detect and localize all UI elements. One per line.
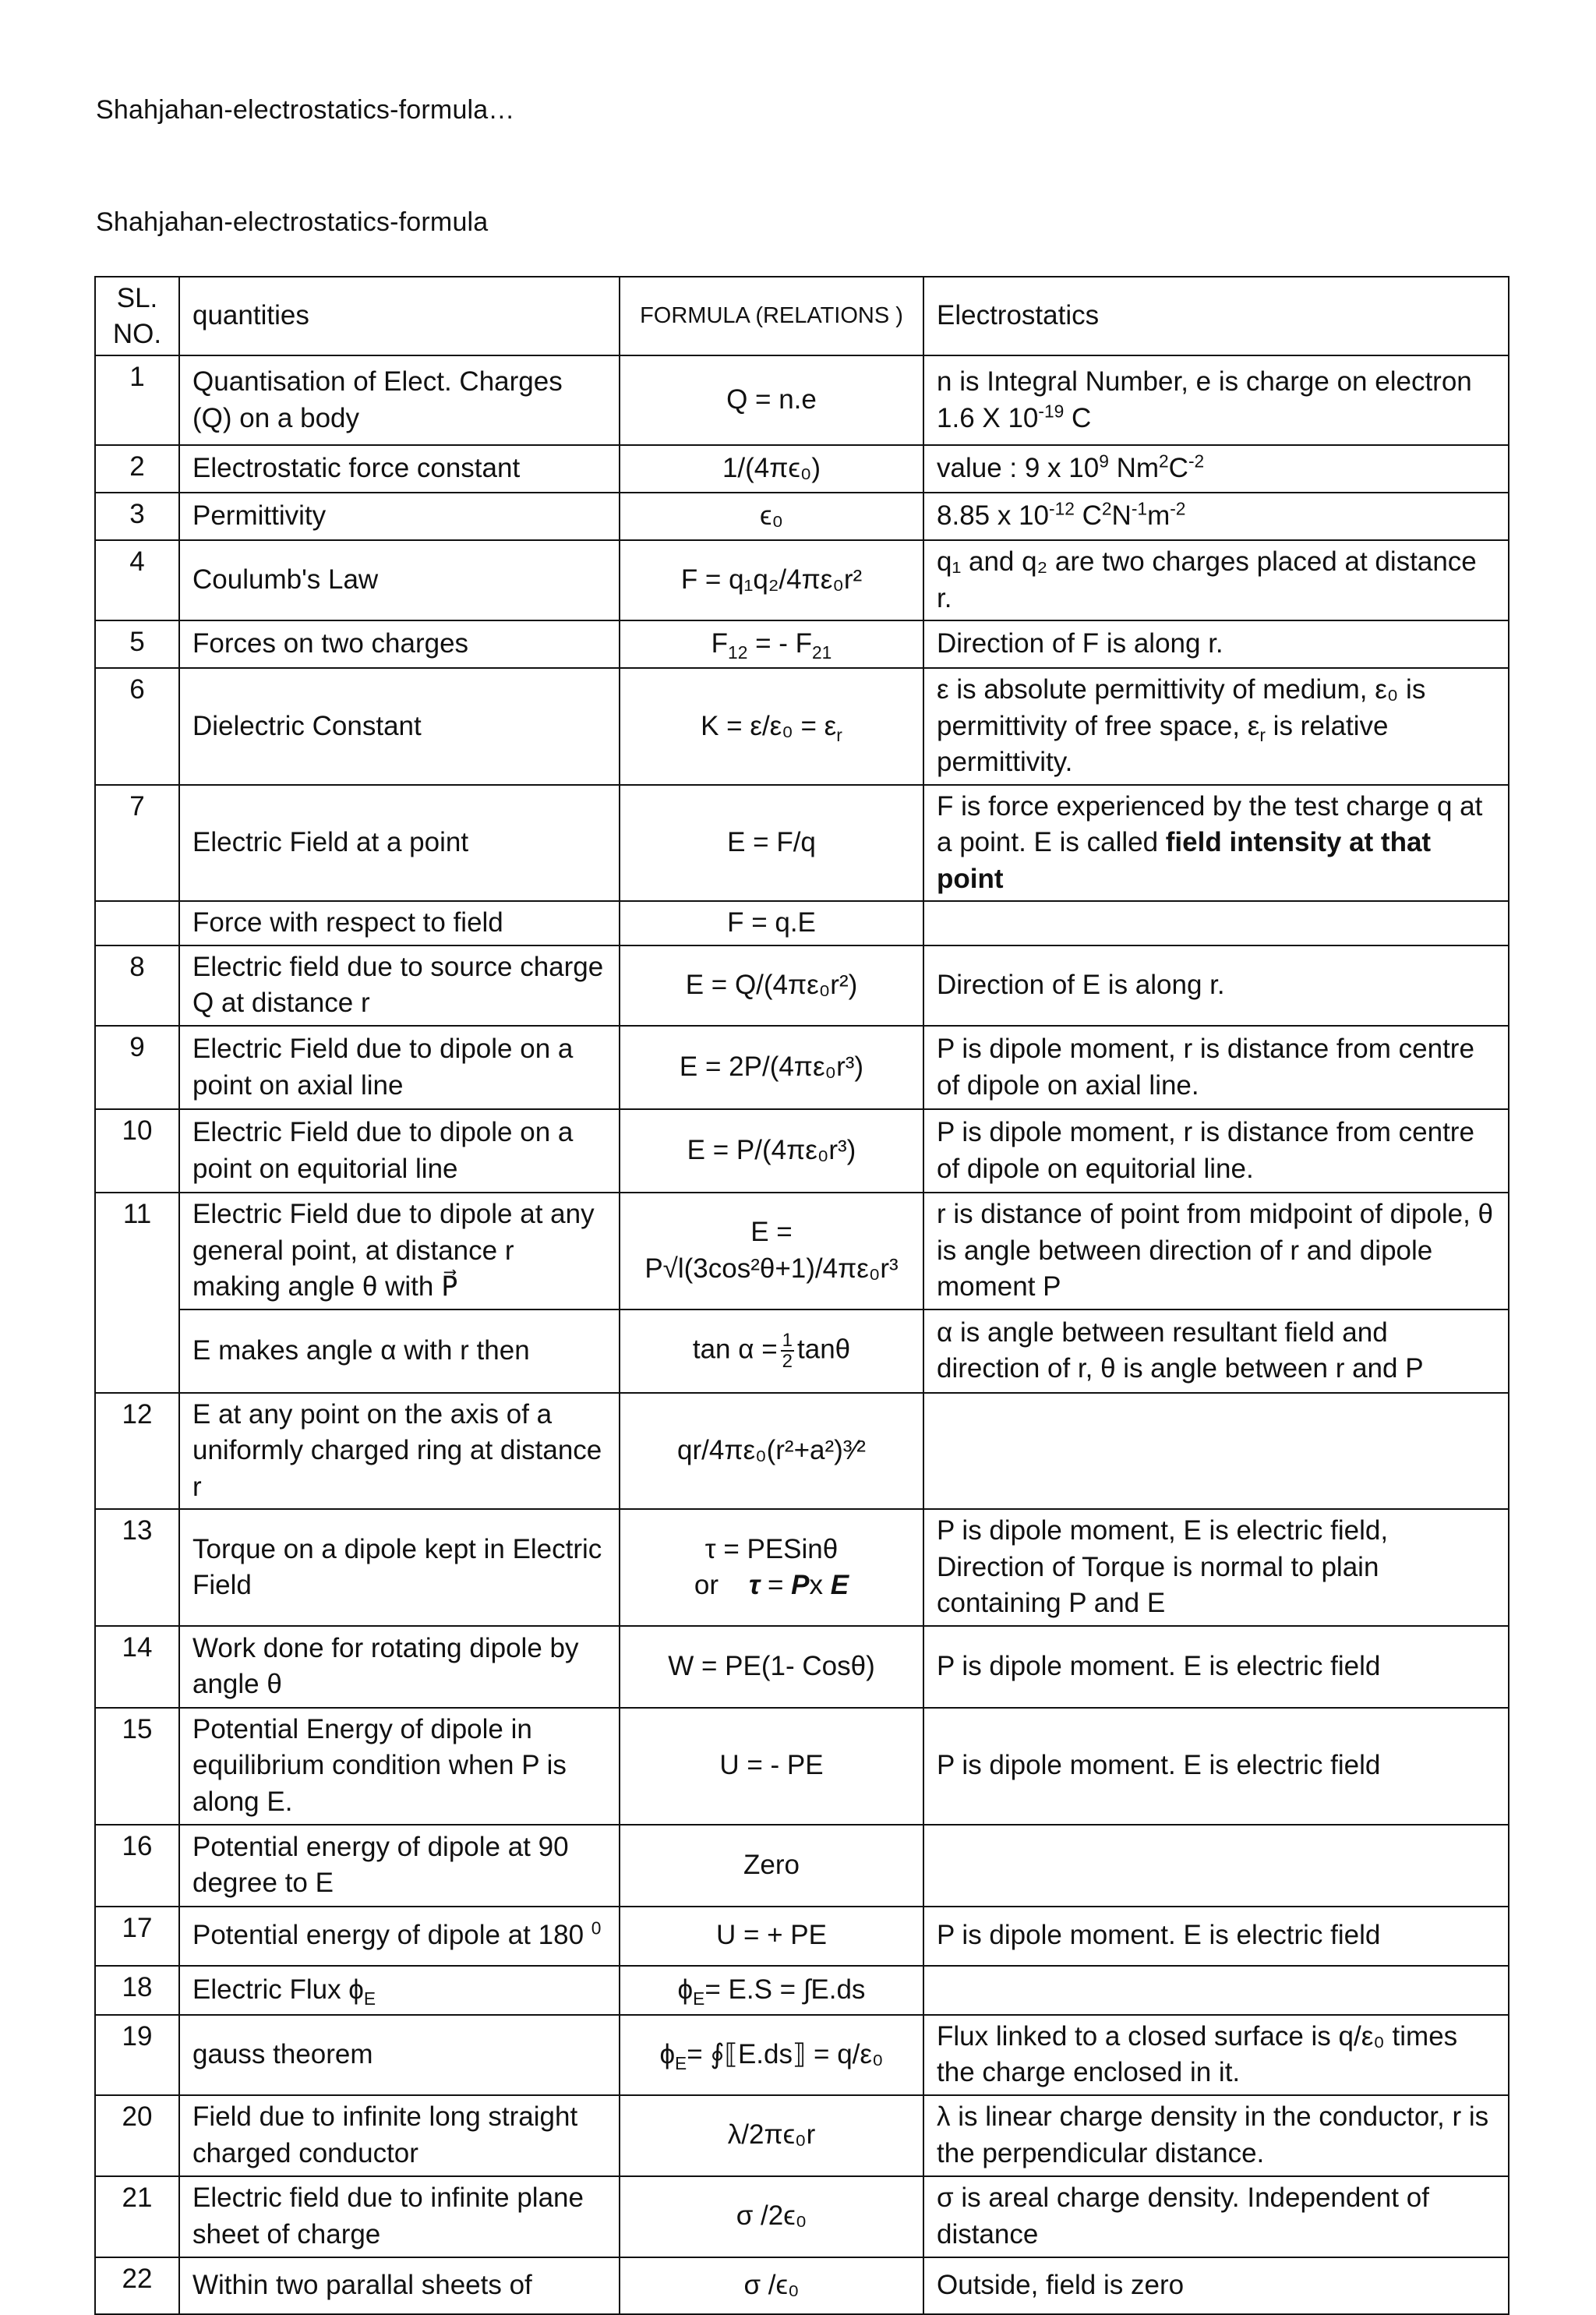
quantity-cell: Field due to infinite long straight charged conductor <box>179 2095 620 2176</box>
table-row <box>95 2015 1509 2095</box>
formula-cell: qr/4πε₀(r²+a²)³⁄² <box>620 1393 923 1510</box>
note-cell <box>923 901 1509 945</box>
formula-line: τ = PESinθ <box>704 1533 839 1564</box>
sl-cell: 8 <box>95 945 179 1026</box>
table-header-row <box>95 277 1509 355</box>
sl-cell: 9 <box>95 1026 179 1109</box>
table-row <box>95 785 1509 902</box>
sl-cell: 18 <box>95 1966 179 2015</box>
sl-cell: 17 <box>95 1907 179 1966</box>
fraction-numerator: 1 <box>782 1329 793 1351</box>
quantity-cell: Potential energy of dipole at 180 $^0$ <box>179 1907 620 1966</box>
sl-cell: 1 <box>95 355 179 445</box>
header-quantities: quantities <box>179 277 620 355</box>
note-cell <box>923 785 1509 902</box>
table-row <box>95 1309 1509 1393</box>
table-row <box>95 445 1509 493</box>
table-row <box>95 1026 1509 1109</box>
formula-text: or <box>694 1570 719 1601</box>
quantity-cell: Electric field due to infinite plane sheet of charge <box>179 2176 620 2257</box>
formula-cell: F = q₁q₂/4πε₀r² <box>620 540 923 620</box>
quantity-cell: Electric Field due to dipole on a point on equitorial line <box>179 1109 620 1193</box>
sl-cell: 12 <box>95 1393 179 1510</box>
sl-cell: 10 <box>95 1109 179 1193</box>
formula-cell: Q = n.e <box>620 355 923 445</box>
p-vector: P <box>791 1570 810 1601</box>
sl-cell: 2 <box>95 445 179 493</box>
table-row <box>95 1708 1509 1825</box>
formula-cell: $F_{12}$ = - $F_{21}$ <box>620 620 923 668</box>
note-cell: ε is absolute permittivity of medium, ε₀ is permittivity of free space, $\varepsilon_r$ is relative permittivity. <box>923 668 1509 785</box>
table-row <box>95 355 1509 445</box>
formula-cell: $K = \varepsilon/\varepsilon_0 = \varepsilon_r$ <box>620 668 923 785</box>
formula-cell: $\phi_E=$ ∮⟦E.ds⟧ = q/ε₀ <box>620 2015 923 2095</box>
sl-cell: 5 <box>95 620 179 668</box>
quantity-cell: E makes angle α with r then <box>179 1309 620 1393</box>
sl-cell: 22 <box>95 2257 179 2314</box>
formula-cell: F = q.E <box>620 901 923 945</box>
quantity-cell: Work done for rotating dipole by angle θ <box>179 1626 620 1708</box>
formula-cell: λ/2πϵ₀r <box>620 2095 923 2176</box>
quantity-cell: Electric Flux $\phi_E$ <box>179 1966 620 2015</box>
sl-cell: 14 <box>95 1626 179 1708</box>
e-vector: E <box>830 1570 849 1601</box>
sl-cell <box>95 901 179 945</box>
fraction <box>781 1331 794 1371</box>
sl-cell: 15 <box>95 1708 179 1825</box>
sl-cell: 13 <box>95 1509 179 1626</box>
quantity-cell: Forces on two charges <box>179 620 620 668</box>
quantity-cell: Permittivity <box>179 493 620 540</box>
sl-cell: 21 <box>95 2176 179 2257</box>
quantity-cell: Electric field due to source charge Q at distance r <box>179 945 620 1026</box>
header-sl-no: SL. NO. <box>95 277 179 355</box>
sl-cell: 11 <box>95 1193 179 1393</box>
table-row <box>95 493 1509 540</box>
note-cell: σ is areal charge density. Independent of distance <box>923 2176 1509 2257</box>
sl-cell: 16 <box>95 1825 179 1907</box>
formula-cell <box>620 1509 923 1626</box>
quantity-cell: Coulumb's Law <box>179 540 620 620</box>
quantity-cell: Electrostatic force constant <box>179 445 620 493</box>
note-cell: α is angle between resultant field and direction of r, θ is angle between r and P <box>923 1309 1509 1393</box>
quantity-cell: Potential energy of dipole at 90 degree to E <box>179 1825 620 1907</box>
note-cell: n is Integral Number, e is charge on electron 1.6 X $10^{-19}$ C <box>923 355 1509 445</box>
note-cell: Direction of E is along r. <box>923 945 1509 1026</box>
sl-cell: 3 <box>95 493 179 540</box>
formula-text: tan α = <box>692 1334 778 1365</box>
note-cell: P is dipole moment, E is electric field, Direction of Torque is normal to plain containing P and E <box>923 1509 1509 1626</box>
formula-cell: U = + PE <box>620 1907 923 1966</box>
note-cell: P is dipole moment, r is distance from centre of dipole on axial line. <box>923 1026 1509 1109</box>
document-header: Shahjahan-electrostatics-formula… <box>96 95 515 125</box>
table-row <box>95 1393 1509 1510</box>
formula-text: tanθ <box>797 1334 851 1365</box>
formula-cell <box>620 1309 923 1393</box>
formula-cell: σ /ϵ₀ <box>620 2257 923 2314</box>
table-row <box>95 2095 1509 2176</box>
formula-cell: σ /2ϵ₀ <box>620 2176 923 2257</box>
quantity-cell: E at any point on the axis of a uniformly charged ring at distance r <box>179 1393 620 1510</box>
note-cell <box>923 1393 1509 1510</box>
quantity-cell: Force with respect to field <box>179 901 620 945</box>
table-row <box>95 1966 1509 2015</box>
header-formula: FORMULA (RELATIONS ) <box>620 277 923 355</box>
table-row <box>95 1626 1509 1708</box>
note-cell: r is distance of point from midpoint of dipole, θ is angle between direction of r and dipole moment P <box>923 1193 1509 1309</box>
table-row <box>95 620 1509 668</box>
formula-text: = <box>760 1570 792 1601</box>
note-bold-text: field intensity at that point <box>937 827 1432 894</box>
note-cell: 8.85 x $10^{-12}$ $C^2N^{-1}m^{-2}$ <box>923 493 1509 540</box>
note-cell: λ is linear charge density in the conductor, r is the perpendicular distance. <box>923 2095 1509 2176</box>
sl-cell: 20 <box>95 2095 179 2176</box>
formula-cell: E = P√l(3cos²θ+1)/4πε₀r³ <box>620 1193 923 1309</box>
note-cell: Outside, field is zero <box>923 2257 1509 2314</box>
note-cell: Direction of F is along r. <box>923 620 1509 668</box>
note-text: F is force experienced by the test charge q at a point. E is called <box>937 790 1483 858</box>
document-title: Shahjahan-electrostatics-formula <box>96 207 489 237</box>
fraction-denominator: 2 <box>782 1351 793 1373</box>
formula-cell: E = F/q <box>620 785 923 902</box>
sl-cell: 6 <box>95 668 179 785</box>
tau-symbol: τ <box>748 1570 761 1601</box>
quantity-cell: Electric Field due to dipole on a point on axial line <box>179 1026 620 1109</box>
table-row <box>95 901 1509 945</box>
sl-cell: 19 <box>95 2015 179 2095</box>
quantity-cell: Dielectric Constant <box>179 668 620 785</box>
quantity-cell: Torque on a dipole kept in Electric Field <box>179 1509 620 1626</box>
formula-cell: U = - PE <box>620 1708 923 1825</box>
note-cell: value : 9 x $10^9$ $Nm^2C^{-2}$ <box>923 445 1509 493</box>
table-row <box>95 1825 1509 1907</box>
table-row <box>95 1509 1509 1626</box>
quantity-cell: gauss theorem <box>179 2015 620 2095</box>
sl-cell: 4 <box>95 540 179 620</box>
note-cell: Flux linked to a closed surface is q/ε₀ times the charge enclosed in it. <box>923 2015 1509 2095</box>
formula-cell: E = Q/(4πε₀r²) <box>620 945 923 1026</box>
table-row <box>95 1109 1509 1193</box>
table-row <box>95 540 1509 620</box>
quantity-cell: Within two parallal sheets of <box>179 2257 620 2314</box>
formula-cell: 1/(4πϵ₀) <box>620 445 923 493</box>
quantity-cell: Potential Energy of dipole in equilibrium condition when P is along E. <box>179 1708 620 1825</box>
note-cell: P is dipole moment. E is electric field <box>923 1708 1509 1825</box>
quantity-cell: Electric Field due to dipole at any general point, at distance r making angle θ with P⃗ <box>179 1193 620 1309</box>
table-row <box>95 2257 1509 2314</box>
table-row <box>95 945 1509 1026</box>
note-cell: P is dipole moment, r is distance from centre of dipole on equitorial line. <box>923 1109 1509 1193</box>
table-row <box>95 668 1509 785</box>
table-row <box>95 1907 1509 1966</box>
formula-cell: $\phi_E= E.S = \int E.ds$ <box>620 1966 923 2015</box>
formula-cell: Zero <box>620 1825 923 1907</box>
note-cell: P is dipole moment. E is electric field <box>923 1626 1509 1708</box>
note-cell <box>923 1825 1509 1907</box>
formula-cell: E = P/(4πε₀r³) <box>620 1109 923 1193</box>
formula-cell: E = 2P/(4πε₀r³) <box>620 1026 923 1109</box>
formula-table <box>94 276 1509 2315</box>
header-electrostatics: Electrostatics <box>923 277 1509 355</box>
formula-cell: W = PE(1- Cosθ) <box>620 1626 923 1708</box>
table-row <box>95 1193 1509 1309</box>
note-cell <box>923 1966 1509 2015</box>
formula-cell: ϵ₀ <box>620 493 923 540</box>
table-row <box>95 2176 1509 2257</box>
formula-text: x <box>809 1570 831 1601</box>
note-cell: P is dipole moment. E is electric field <box>923 1907 1509 1966</box>
note-cell: q₁ and q₂ are two charges placed at distance r. <box>923 540 1509 620</box>
quantity-cell: Quantisation of Elect. Charges (Q) on a body <box>179 355 620 445</box>
sl-cell: 7 <box>95 785 179 902</box>
quantity-cell: Electric Field at a point <box>179 785 620 902</box>
